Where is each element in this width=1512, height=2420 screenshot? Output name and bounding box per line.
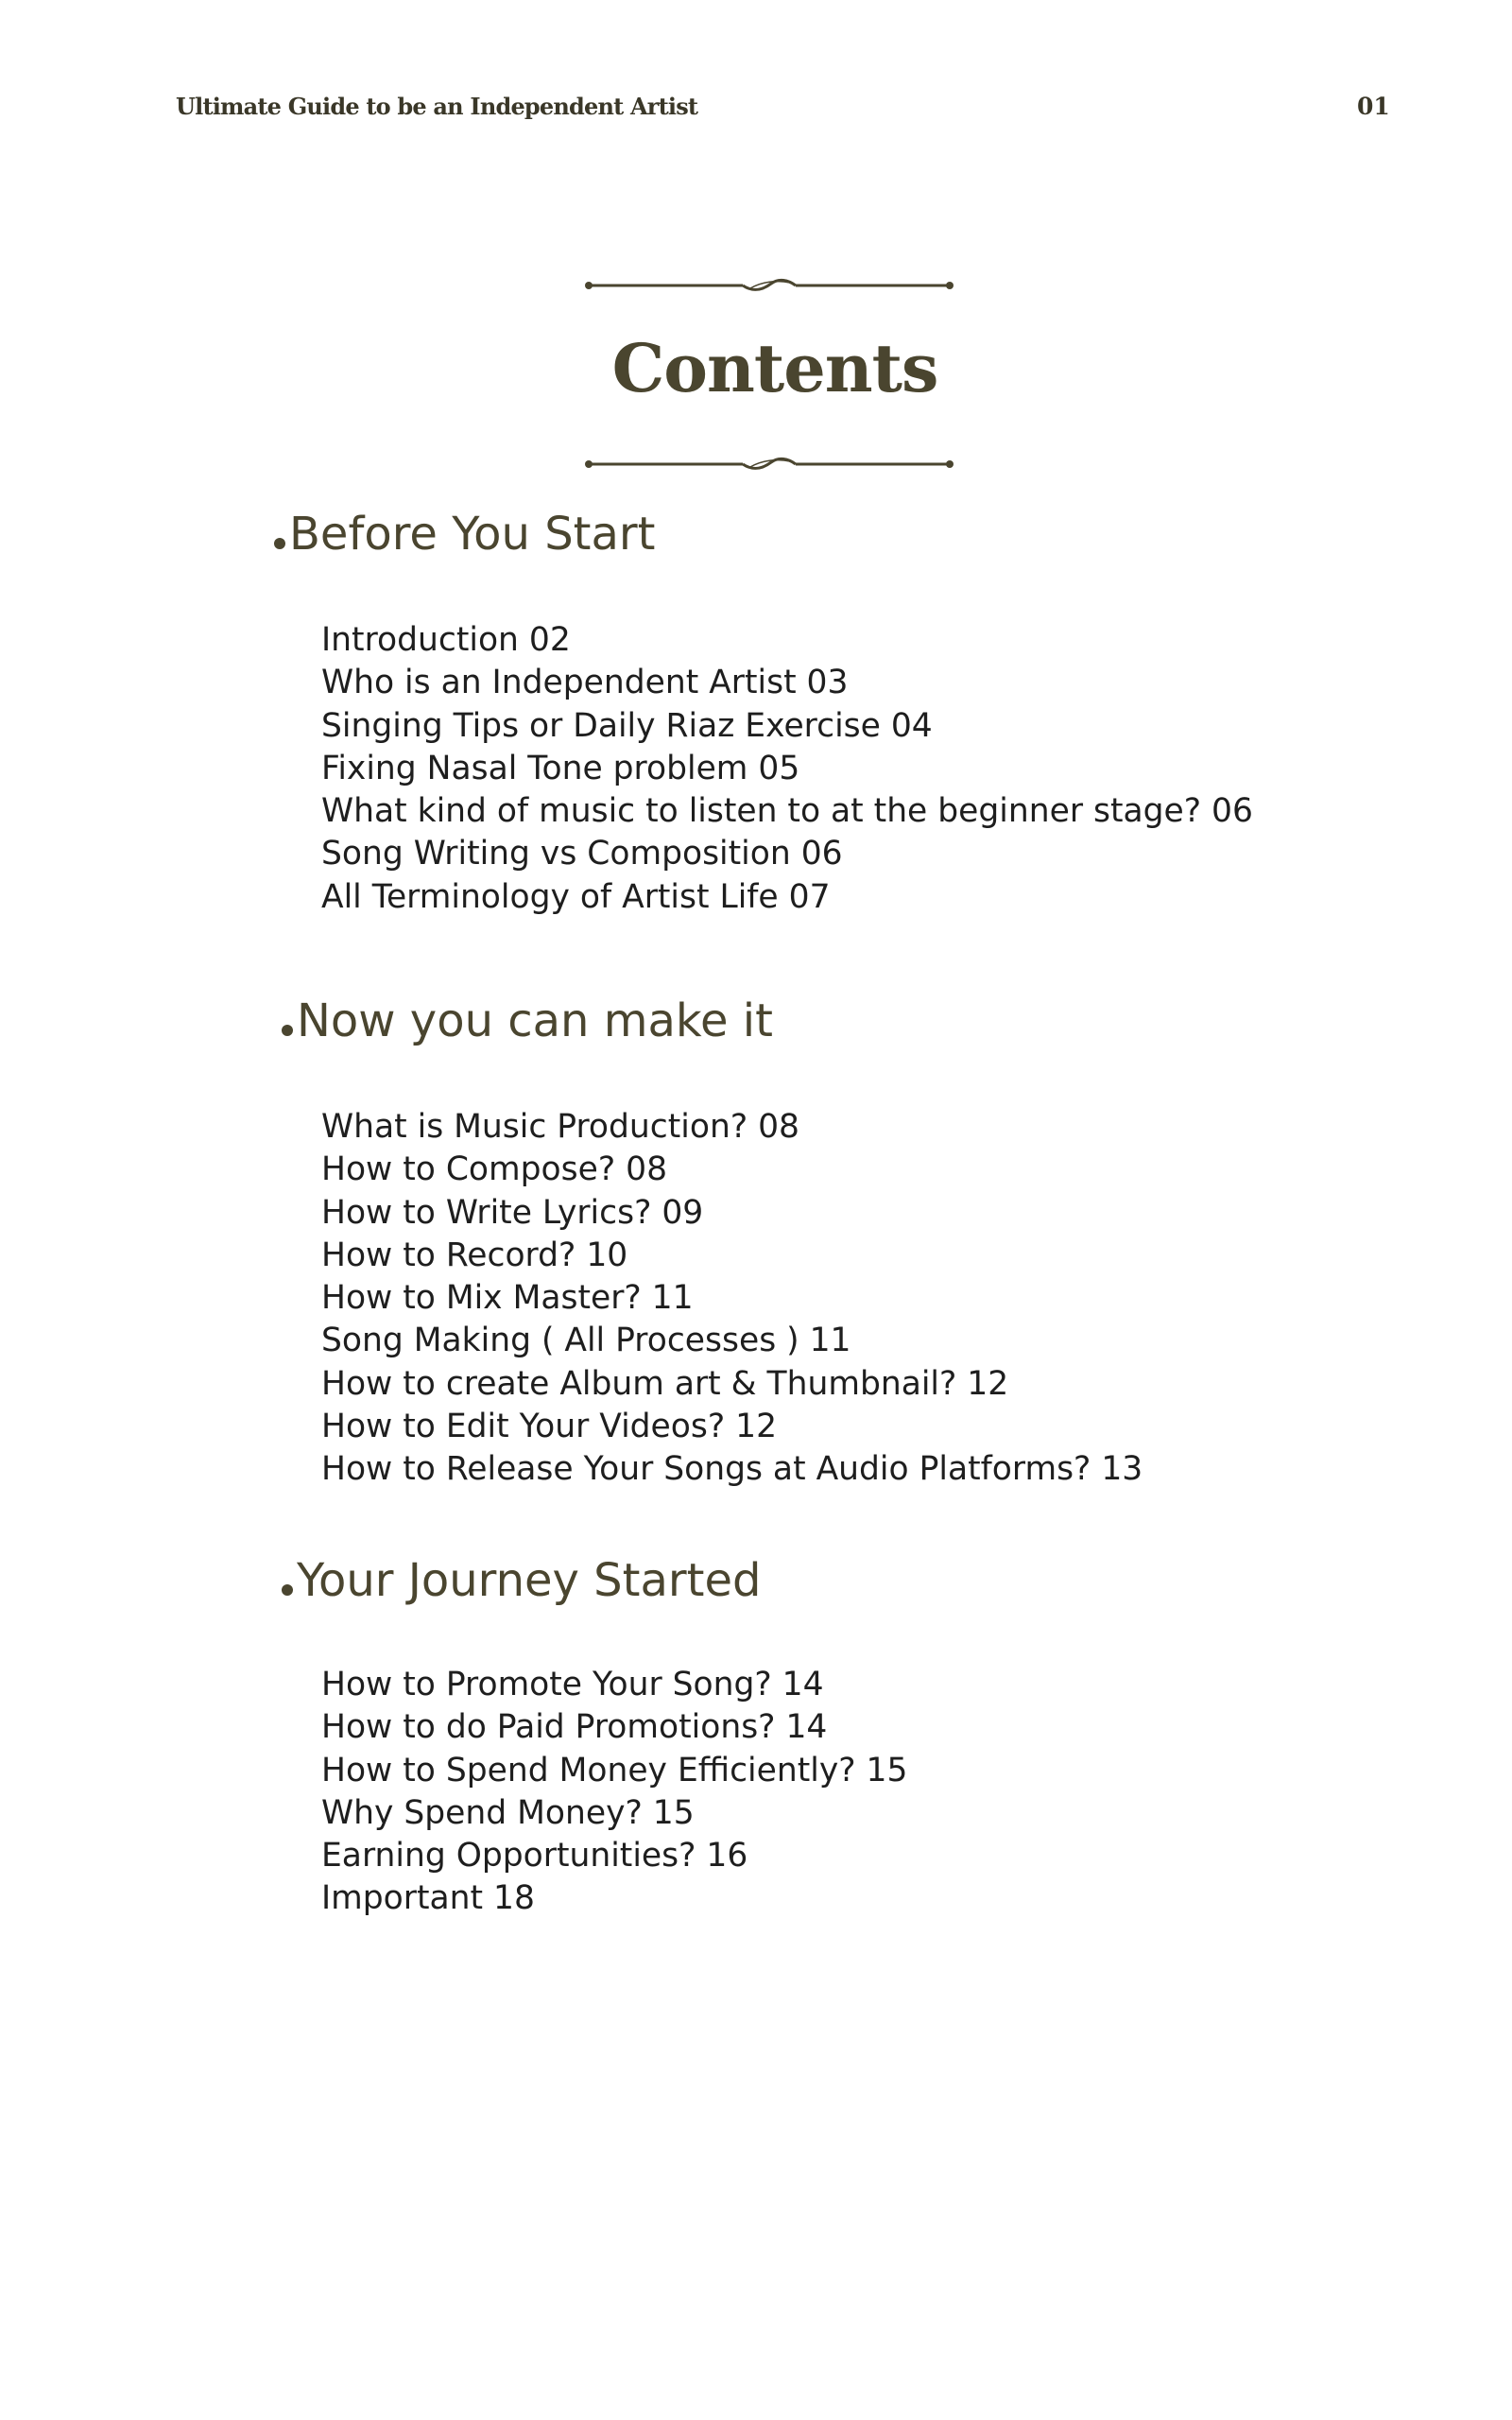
toc-list-now-you-can-make-it <box>321 1106 1143 1492</box>
section-heading-your-journey-started <box>282 1554 762 1607</box>
section-heading-label: Now you can make it <box>297 994 773 1047</box>
toc-item[interactable]: How to Release Your Songs at Audio Platforms? 13 <box>321 1450 1143 1489</box>
toc-item[interactable]: How to create Album art & Thumbnail? 12 <box>321 1364 1009 1403</box>
ornament-divider-top <box>584 274 954 297</box>
toc-item[interactable]: How to Write Lyrics? 09 <box>321 1193 704 1232</box>
toc-item[interactable]: How to Mix Master? 11 <box>321 1279 694 1318</box>
toc-item[interactable]: How to do Paid Promotions? 14 <box>321 1708 828 1747</box>
toc-item[interactable]: Song Writing vs Composition 06 <box>321 835 843 873</box>
toc-item[interactable]: Important 18 <box>321 1879 535 1918</box>
ornament-divider-bottom <box>584 453 954 475</box>
bullet-icon <box>282 1025 293 1036</box>
toc-item[interactable]: How to Record? 10 <box>321 1236 628 1274</box>
page-number: 01 <box>1357 93 1390 120</box>
section-heading-before-you-start <box>274 508 656 561</box>
toc-item[interactable]: How to Edit Your Videos? 12 <box>321 1408 778 1446</box>
toc-item[interactable]: Singing Tips or Daily Riaz Exercise 04 <box>321 706 933 745</box>
toc-list-before-you-start <box>321 619 1253 919</box>
toc-item[interactable]: What is Music Production? 08 <box>321 1108 799 1146</box>
section-heading-label: Before You Start <box>289 508 656 561</box>
section-heading-now-you-can-make-it <box>282 994 773 1047</box>
toc-item[interactable]: All Terminology of Artist Life 07 <box>321 877 831 916</box>
toc-item[interactable]: What kind of music to listen to at the beginner stage? 06 <box>321 792 1253 831</box>
bullet-icon <box>282 1584 293 1596</box>
toc-item[interactable]: Fixing Nasal Tone problem 05 <box>321 749 800 787</box>
contents-title: Contents <box>611 329 938 407</box>
toc-list-your-journey-started <box>321 1664 907 1921</box>
toc-item[interactable]: Why Spend Money? 15 <box>321 1793 695 1832</box>
toc-item[interactable]: Song Making ( All Processes ) 11 <box>321 1322 851 1360</box>
toc-item[interactable]: Introduction 02 <box>321 621 571 659</box>
section-heading-label: Your Journey Started <box>297 1554 762 1607</box>
header-title: Ultimate Guide to be an Independent Artist <box>176 93 698 120</box>
toc-item[interactable]: Who is an Independent Artist 03 <box>321 664 849 702</box>
toc-item[interactable]: How to Compose? 08 <box>321 1150 668 1189</box>
toc-item[interactable]: Earning Opportunities? 16 <box>321 1837 748 1876</box>
toc-item[interactable]: How to Promote Your Song? 14 <box>321 1666 824 1703</box>
toc-item[interactable]: How to Spend Money Efficiently? 15 <box>321 1751 908 1789</box>
bullet-icon <box>274 538 285 549</box>
